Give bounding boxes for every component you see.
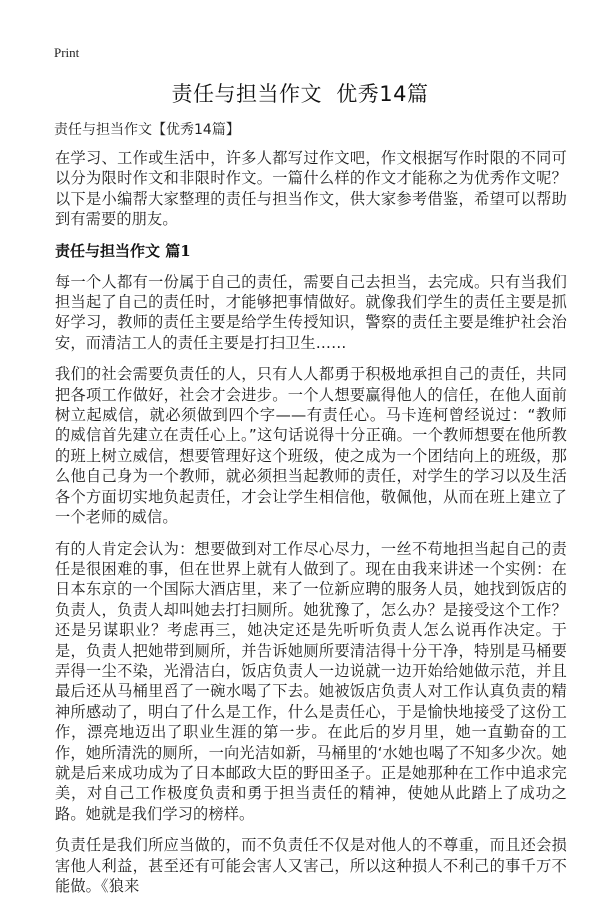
print-label: Print <box>54 45 80 60</box>
body-paragraph-4: 负责任是我们所应当做的，而不负责任不仅是对他人的不尊重，而且还会损害他人利益，甚至还有可能会害人又害己，所以这种损人不利己的事千万不能做。《狼来 <box>55 836 567 895</box>
body-paragraph-2: 我们的社会需要负责任的人，只有人人都勇于积极地承担自己的责任，共同把各项工作做好，社会才会进步。一个人想要赢得他人的信任，在他人面前树立起威信，就必须做到四个字——有责任心。马卡连柯曾经说过：“教师的威信首先建立在责任心上。”这句话说得十分正确。一个教师想要在他所教的班上树立威信，想要管理好这个班级，使之成为一个团结向上的班级，那么他自己身为一个教师，就必须担当起教师的责任，对学生的学习以及生活各个方面切实地负起责任，才会让学生相信他，敬佩他，从而在班上建立了一个老师的威信。 <box>55 365 567 527</box>
document-subtitle: 责任与担当作文【优秀14篇】 <box>54 122 240 138</box>
body-paragraph-1: 每一个人都有一份属于自己的责任，需要自己去担当，去完成。只有当我们担当起了自己的责任时，才能够把事情做好。就像我们学生的责任主要是抓好学习，教师的责任主要是给学生传授知识，警察的责任主要是维护社会治安，而清洁工人的责任主要是打扫卫生…… <box>55 272 567 352</box>
page-title: 责任与担当作文 优秀14篇 <box>171 82 429 106</box>
section-heading: 责任与担当作文 篇1 <box>55 241 191 260</box>
body-paragraph-3: 有的人肯定会认为：想要做到对工作尽心尽力，一丝不苟地担当起自己的责任是很困难的事，但在世界上就有人做到了。现在由我来讲述一个实例：在日本东京的一个国际大酒店里，来了一位新应聘的服务人员，她找到饭店的负责人，负责人却叫她去打扫厕所。她犹豫了，怎么办？是接受这个工作？还是另谋职业？考虑再三，她决定还是先听听负责人怎么说再作决定。于是，负责人把她带到厕所，并告诉她厕所要清洁得十分干净，特别是马桶要弄得一尘不染，光滑洁白，饭店负责人一边说就一边开始给她做示范，并且最后还从马桶里舀了一碗水喝了下去。她被饭店负责人对工作认真负责的精神所感动了，明白了什么是工作，什么是责任心，于是愉快地接受了这份工作，漂亮地迈出了职业生涯的第一步。在此后的岁月里，她一直勤奋的工作，她所清洗的厕所，一向光洁如新，马桶里的‘水她也喝了不知多少次。她就是后来成功成为了日本邮政大臣的野田圣子。正是她那种在工作中追求完美，对自己工作极度负责和勇于担当责任的精神，使她从此踏上了成功之路。她就是我们学习的榜样。 <box>55 539 567 823</box>
intro-paragraph: 在学习、工作或生活中，许多人都写过作文吧，作文根据写作时限的不同可以分为限时作文和非限时作文。一篇什么样的作文才能称之为优秀作文呢？以下是小编帮大家整理的责任与担当作文，供大家参考借鉴，希望可以帮助到有需要的朋友。 <box>55 149 567 229</box>
article-body <box>55 148 567 907</box>
